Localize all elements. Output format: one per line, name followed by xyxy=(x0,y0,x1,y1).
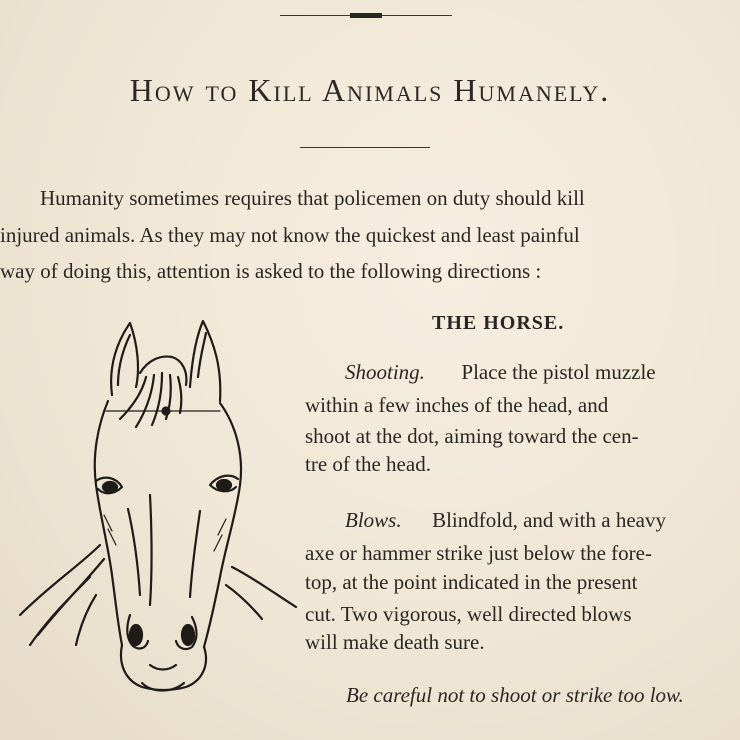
blows-line-3: top, at the point indicated in the present xyxy=(305,570,638,594)
intro-line-3: way of doing this, attention is asked to the following directions : xyxy=(0,259,542,283)
section-heading: THE HORSE. xyxy=(432,312,565,334)
blows-line-5: will make death sure. xyxy=(305,630,485,654)
page-title: How to Kill Animals Humanely. xyxy=(129,72,611,108)
intro-line-2: injured animals. As they may not know the quickest and least painful xyxy=(0,223,580,247)
shooting-label: Shooting. xyxy=(345,360,425,384)
title-rule xyxy=(300,147,430,148)
top-rule-ornament xyxy=(350,13,382,18)
shooting-line-1 xyxy=(345,360,656,385)
shooting-line-2: within a few inches of the head, and xyxy=(305,393,609,417)
blows-label: Blows. xyxy=(345,508,402,532)
horse-head-illustration xyxy=(0,315,300,705)
shooting-text-1: Place the pistol muzzle xyxy=(461,360,656,384)
blows-line-4: cut. Two vigorous, well directed blows xyxy=(305,602,632,626)
shooting-line-3: shoot at the dot, aiming toward the cen- xyxy=(305,424,639,448)
blows-line-1 xyxy=(345,508,666,533)
caution-line: Be careful not to shoot or strike too low. xyxy=(346,683,684,707)
blows-line-2: axe or hammer strike just below the fore- xyxy=(305,541,652,565)
blows-text-1: Blindfold, and with a heavy xyxy=(432,508,666,532)
shooting-line-4: tre of the head. xyxy=(305,452,431,476)
intro-line-1: Humanity sometimes requires that policemen on duty should kill xyxy=(40,186,585,210)
